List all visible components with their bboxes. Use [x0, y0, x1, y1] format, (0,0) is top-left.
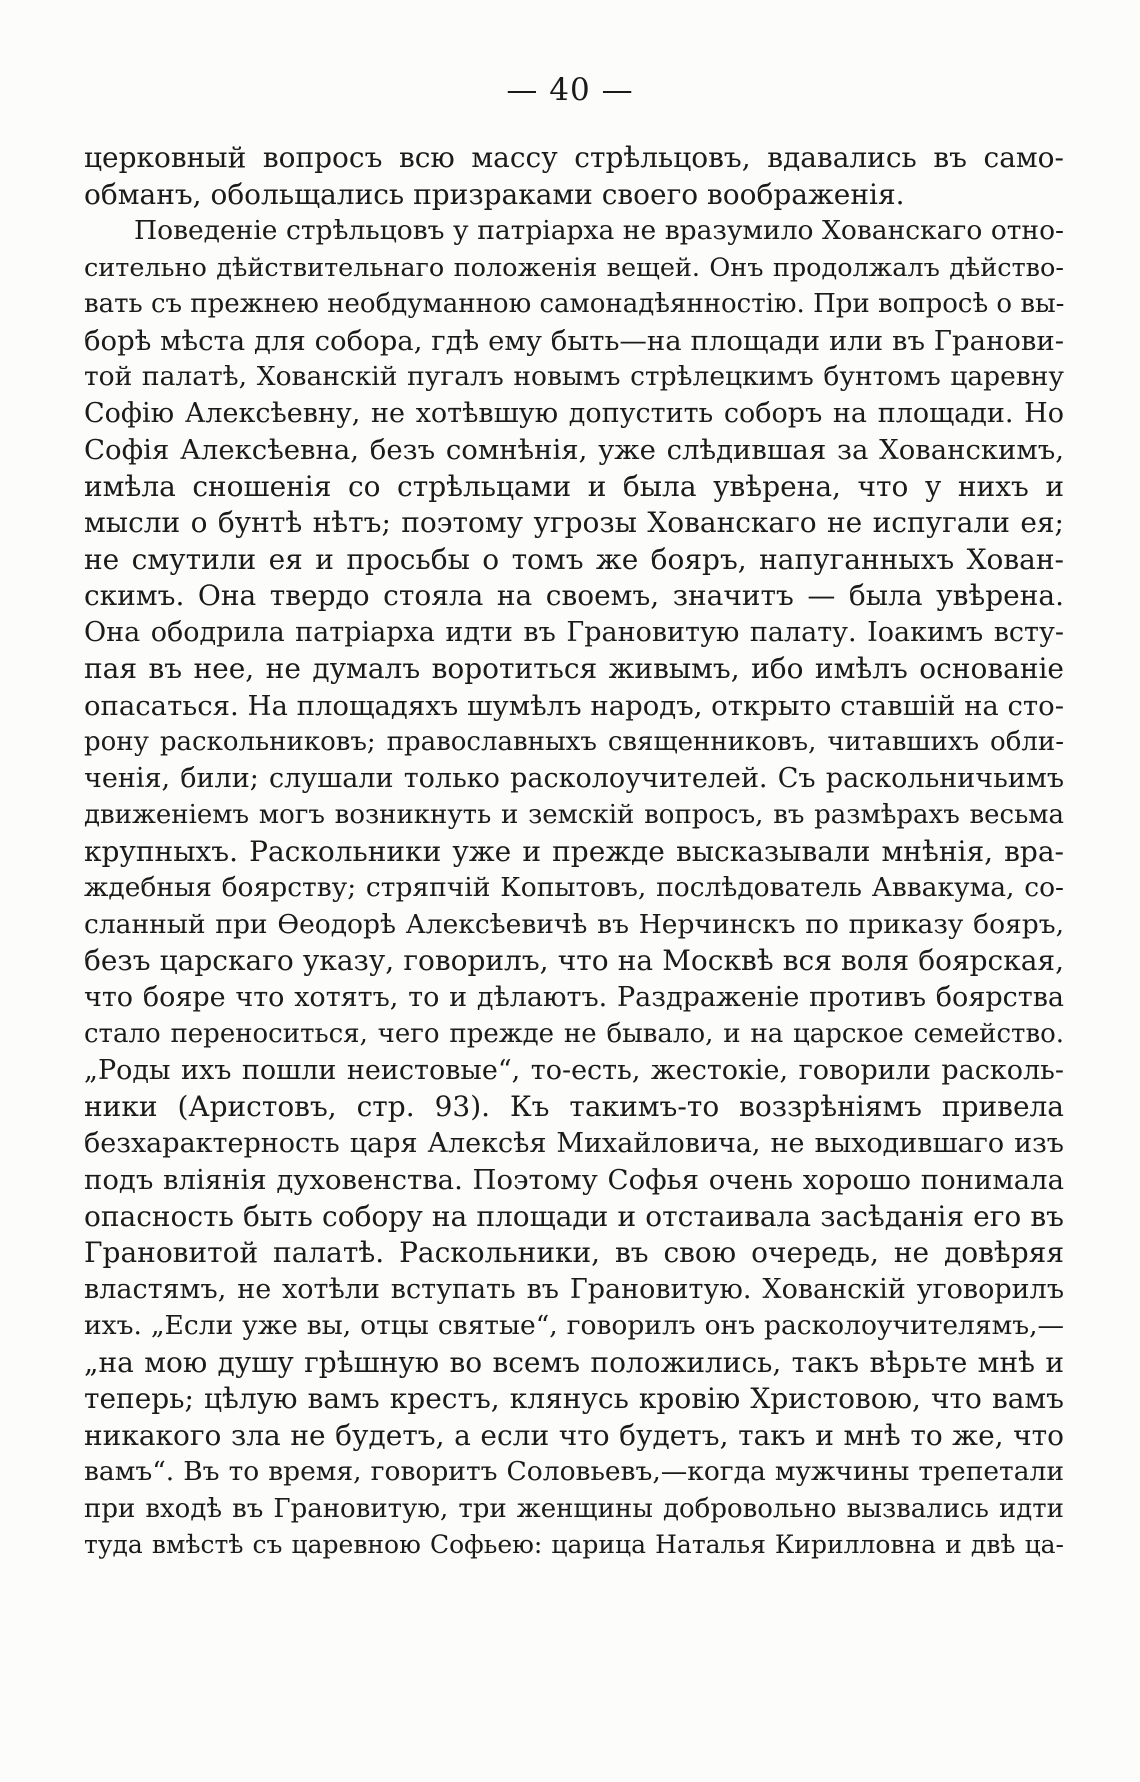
text-line: никакого зла не будетъ, а если что будетъ, такъ и мнѣ то же, что [84, 1418, 1064, 1452]
text-line: пая въ нее, не думалъ воротиться живымъ, ибо имѣлъ основаніе [84, 652, 1064, 685]
text-line: Софія Алексѣевна, безъ сомнѣнія, уже слѣдившая за Хованскимъ, [84, 434, 1064, 466]
text-line: ихъ. „Если уже вы, отцы святые“, говорилъ онъ расколоучителямъ,— [84, 1310, 1064, 1341]
text-line: ники (Аристовъ, стр. 93). Къ такимъ-то воззрѣніямъ привела [84, 1090, 1064, 1123]
text-line: ждебныя боярству; стряпчій Копытовъ, послѣдователь Аввакума, со- [84, 872, 1064, 903]
text-line: подъ вліянія духовенства. Поэтому Софья очень хорошо понимала [84, 1164, 1064, 1196]
text-line: теперь; цѣлую вамъ крестъ, клянусь кровію Христовою, что вамъ [84, 1382, 1064, 1415]
text-line: Софію Алексѣевну, не хотѣвшую допустить соборъ на площади. Но [84, 397, 1064, 429]
text-line: Поведеніе стрѣльцовъ у патріарха не вразумило Хованскаго отно- [134, 215, 1064, 246]
text-line: при входѣ въ Грановитую, три женщины добровольно вызвались идти [84, 1493, 1064, 1524]
text-line: не смутили ея и просьбы о томъ же бояръ, напуганныхъ Хован- [84, 542, 1064, 576]
text-line: обманъ, обольщались призраками своего воображенія. [84, 177, 905, 211]
text-line: туда вмѣстѣ съ царевною Софьею: царица Наталья Кирилловна и двѣ ца- [84, 1530, 1064, 1559]
text-line: борѣ мѣста для собора, гдѣ ему быть—на площади или въ Гранови- [84, 324, 1064, 357]
text-line: опасаться. На площадяхъ шумѣлъ народъ, открыто ставшій на сто- [84, 689, 1064, 722]
text-line: мысли о бунтѣ нѣтъ; поэтому угрозы Хованскаго не испугали ея; [84, 506, 1064, 539]
text-line: церковный вопросъ всю массу стрѣльцовъ, вдавались въ само- [84, 141, 1064, 174]
text-line: вамъ“. Въ то время, говоритъ Соловьевъ,—когда мужчины трепетали [84, 1456, 1064, 1487]
text-line: сланный при Ѳеодорѣ Алексѣевичѣ въ Нерчинскъ по приказу бояръ, [84, 908, 1064, 940]
text-line: Она ободрила патріарха идти въ Грановитую палату. Іоакимъ всту- [84, 616, 1064, 648]
text-line: имѣла сношенія со стрѣльцами и была увѣрена, что у нихъ и [84, 469, 1064, 503]
text-line: что бояре что хотятъ, то и дѣлаютъ. Раздраженіе противъ боярства [84, 981, 1064, 1013]
text-line: опасность быть собору на площади и отстаивала засѣданія его въ [84, 1199, 1064, 1233]
text-line: „на мою душу грѣшную во всемъ положились, такъ вѣрьте мнѣ и [84, 1345, 1064, 1379]
text-line: скимъ. Она твердо стояла на своемъ, значитъ — была увѣрена. [84, 579, 1064, 612]
text-line: безъ царскаго указу, говорилъ, что на Москвѣ вся воля боярская, [84, 944, 1064, 977]
text-line: движеніемъ могъ возникнуть и земскій вопросъ, въ размѣрахъ весьма [84, 800, 1064, 830]
text-line: рону раскольниковъ; православныхъ священниковъ, читавшихъ обли- [84, 727, 1064, 757]
text-line: властямъ, не хотѣли вступать въ Грановитую. Хованскій уговорилъ [84, 1273, 1064, 1305]
page-number: — 40 — [506, 72, 634, 108]
text-line: безхарактерность царя Алексѣя Михайловича, не выходившаго изъ [84, 1127, 1064, 1159]
text-line: стало переноситься, чего прежде не бывало, и на царское семейство. [84, 1019, 1064, 1049]
body-text [84, 140, 1064, 1564]
text-line: вать съ прежнею необдуманною самонадѣянностію. При вопросѣ о вы- [84, 289, 1064, 319]
text-line: „Роды ихъ пошли неистовые“, то-есть, жестокіе, говорили расколь- [84, 1054, 1064, 1086]
text-line: сительно дѣйствительнаго положенія вещей. Онъ продолжалъ дѣйство- [84, 252, 1064, 283]
text-line: ченія, били; слушали только расколоучителей. Съ раскольничьимъ [84, 762, 1064, 794]
text-line: Грановитой палатѣ. Раскольники, въ свою очередь, не довѣряя [84, 1236, 1064, 1269]
text-line: крупныхъ. Раскольники уже и прежде высказывали мнѣнія, вра- [84, 834, 1064, 868]
text-line: той палатѣ, Хованскій пугалъ новымъ стрѣлецкимъ бунтомъ царевну [84, 361, 1064, 392]
